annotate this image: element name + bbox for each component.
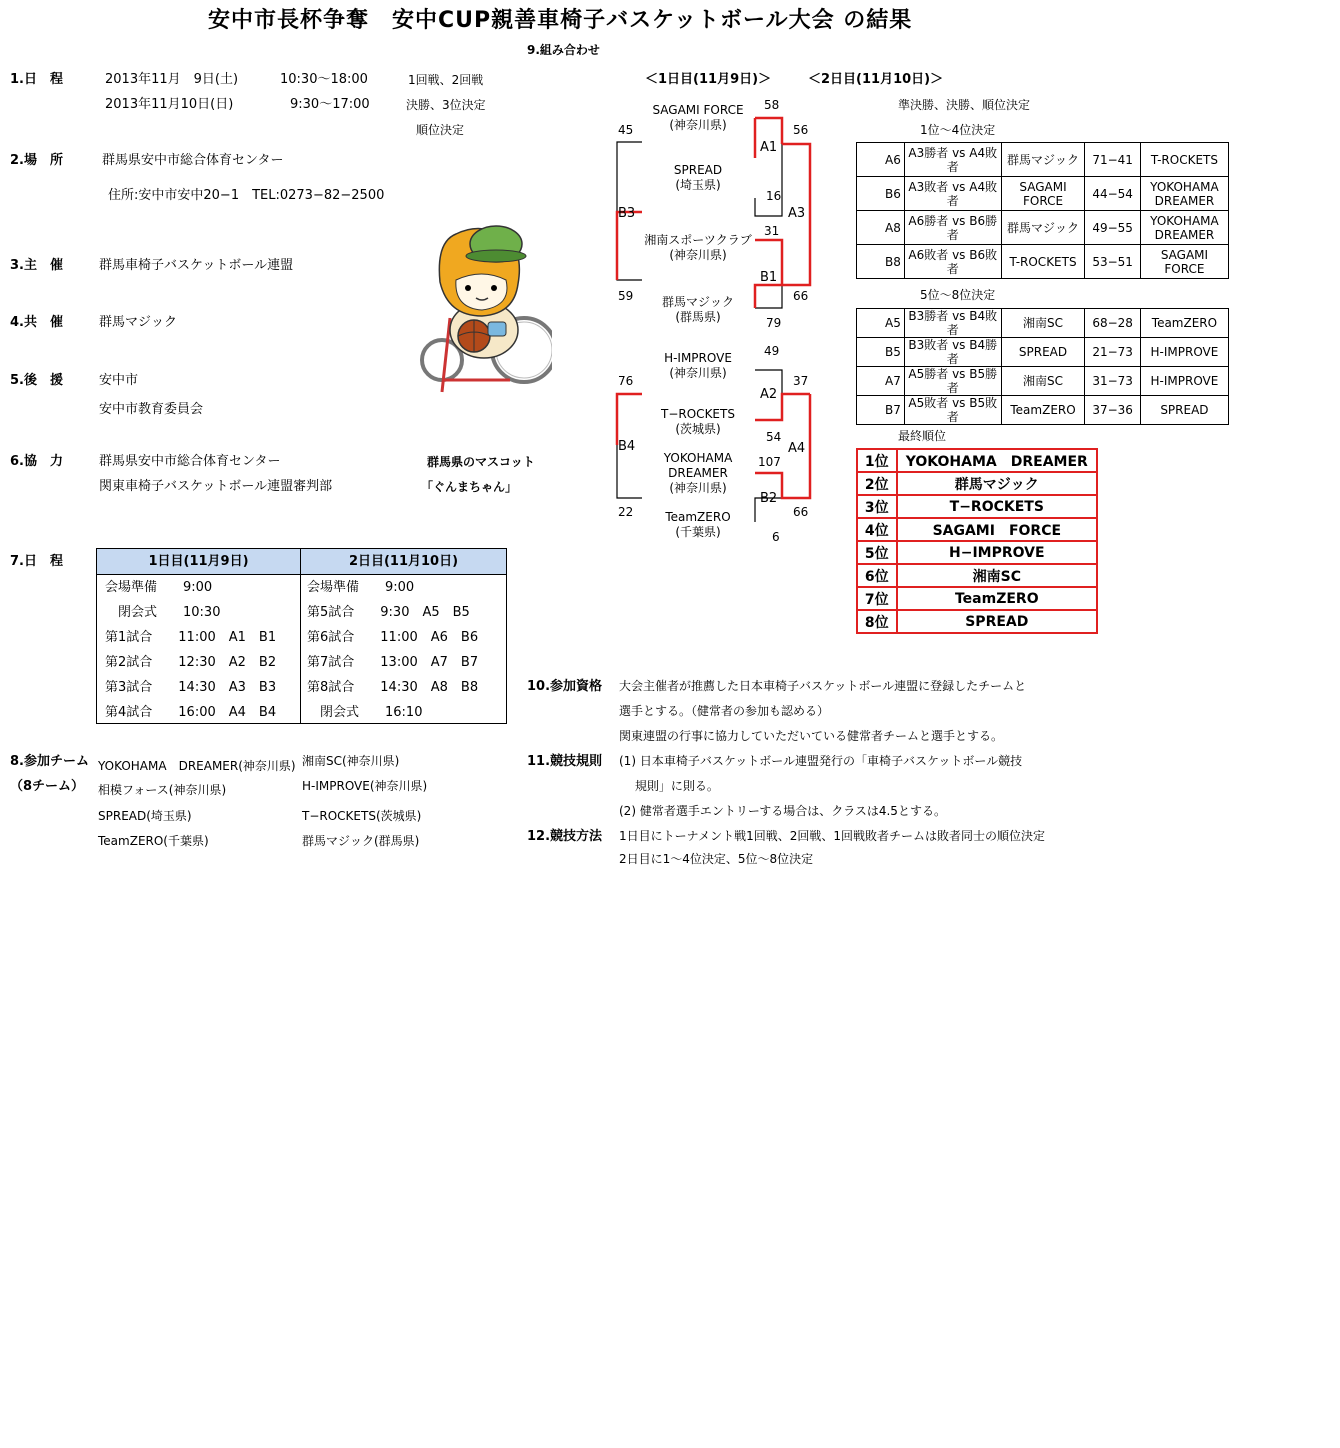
ranking-5-8-cell: 68−28 bbox=[1085, 309, 1140, 338]
bracket-score: 6 bbox=[772, 530, 780, 544]
bracket-team-name: H-IMPROVE (神奈川県) bbox=[664, 351, 732, 380]
koen-label: 5.後 援 bbox=[10, 373, 63, 388]
hoho-line: 1日目にトーナメント戦1回戦、2回戦、1回戦敗者チームは敗者同士の順位決定 bbox=[619, 829, 1046, 843]
koen-value-1: 安中市 bbox=[99, 373, 139, 388]
team-entry: SPREAD(埼玉県) bbox=[98, 809, 192, 823]
bracket-score: 45 bbox=[618, 123, 634, 137]
kyosai-label: 4.共 催 bbox=[10, 315, 63, 330]
team-entry: 相模フォース(神奈川県) bbox=[98, 783, 227, 797]
game-label: B1 bbox=[760, 270, 778, 285]
final-rank-position: 5位 bbox=[857, 541, 897, 564]
final-rank-position: 7位 bbox=[857, 587, 897, 610]
bracket-score: 76 bbox=[618, 374, 634, 388]
ranking-5-8-cell: B7 bbox=[857, 396, 905, 425]
bracket-score: 22 bbox=[618, 505, 634, 519]
game-label: A1 bbox=[760, 140, 778, 155]
ranking-1-4-cell: A6勝者 vs B6勝者 bbox=[904, 211, 1001, 245]
bracket-team-name: YOKOHAMA DREAMER (神奈川県) bbox=[663, 451, 733, 495]
kyoryoku-value-2: 関東車椅子バスケットボール連盟審判部 bbox=[99, 479, 333, 494]
bracket-day1-header: ＜1日目(11月9日)＞ bbox=[645, 72, 772, 87]
schedule-day2-row: 第7試合 13:00 A7 B7 bbox=[307, 655, 479, 670]
schedule-label: 7.日 程 bbox=[10, 554, 63, 569]
kyoryoku-value-1: 群馬県安中市総合体育センター bbox=[99, 454, 281, 469]
bracket-score: 16 bbox=[766, 189, 782, 203]
bracket-team bbox=[650, 163, 746, 193]
bracket-team bbox=[650, 451, 746, 496]
ranking-5-8-cell: TeamZERO bbox=[1140, 309, 1228, 338]
kisoku-line: 規則」に則る。 bbox=[619, 779, 719, 793]
shikaku-line: 選手とする。（健常者の参加も認める） bbox=[619, 704, 830, 718]
final-ranking-label: 最終順位 bbox=[898, 429, 947, 443]
ranking-5-8-table bbox=[856, 308, 1229, 425]
ranking-1-4-row bbox=[857, 211, 1229, 245]
address: 住所:安中市安中20−1 TEL:0273−82−2500 bbox=[108, 188, 385, 203]
final-ranking-row bbox=[857, 472, 1097, 495]
ranking-1-4-cell: 44−54 bbox=[1085, 177, 1140, 211]
ranking-5-8-cell: A7 bbox=[857, 367, 905, 396]
ranking-5-8-cell: 21−73 bbox=[1085, 338, 1140, 367]
team-entry: 湘南SC(神奈川県) bbox=[302, 754, 400, 768]
hoho-label: 12.競技方法 bbox=[527, 829, 603, 844]
ranking-5-8-cell: SPREAD bbox=[1140, 396, 1228, 425]
ranking-1-4-cell: B6 bbox=[857, 177, 905, 211]
final-ranking-row bbox=[857, 610, 1097, 633]
team-entry: TeamZERO(千葉県) bbox=[98, 834, 209, 848]
ranking-1-4-cell: 53−51 bbox=[1085, 245, 1140, 279]
team-entry: H-IMPROVE(神奈川県) bbox=[302, 779, 428, 793]
ranking-5-8-row bbox=[857, 338, 1229, 367]
schedule-day2-row: 第6試合 11:00 A6 B6 bbox=[307, 630, 479, 645]
ranking-1-4-row bbox=[857, 177, 1229, 211]
bracket-score: 49 bbox=[764, 344, 780, 358]
bracket-score: 37 bbox=[793, 374, 809, 388]
bracket-score: 54 bbox=[766, 430, 782, 444]
bracket-score: 79 bbox=[766, 316, 782, 330]
bracket-score: 66 bbox=[793, 505, 809, 519]
bracket-score: 31 bbox=[764, 224, 780, 238]
nittei-note-3: 順位決定 bbox=[416, 123, 465, 137]
final-rank-team: 湘南SC bbox=[897, 564, 1097, 587]
bracket-team bbox=[650, 510, 746, 540]
schedule-day2-header: 2日目(11月10日) bbox=[301, 549, 506, 575]
final-ranking-row bbox=[857, 495, 1097, 518]
final-ranking-table bbox=[856, 448, 1098, 634]
hoho-line: 2日目に1〜4位決定、5位〜8位決定 bbox=[619, 852, 814, 866]
mascot-label: 群馬県のマスコット bbox=[427, 455, 535, 469]
game-label: B3 bbox=[618, 206, 636, 221]
ranking-5-8-cell: 31−73 bbox=[1085, 367, 1140, 396]
final-rank-position: 4位 bbox=[857, 518, 897, 541]
team-entry: T−ROCKETS(茨城県) bbox=[302, 809, 422, 823]
shusai-value: 群馬車椅子バスケットボール連盟 bbox=[99, 258, 294, 273]
ranking-5-8-cell: H-IMPROVE bbox=[1140, 367, 1228, 396]
bracket-team bbox=[638, 233, 758, 263]
game-label: B4 bbox=[618, 439, 636, 454]
ranking-1-4-cell: A6敗者 vs B6敗者 bbox=[904, 245, 1001, 279]
final-rank-position: 3位 bbox=[857, 495, 897, 518]
final-rank-position: 6位 bbox=[857, 564, 897, 587]
game-label: A4 bbox=[788, 441, 806, 456]
final-rank-team: 群馬マジック bbox=[897, 472, 1097, 495]
ranking-1-4-cell: 71−41 bbox=[1085, 143, 1140, 177]
mascot-name: ｢ぐんまちゃん｣ bbox=[427, 480, 512, 494]
ranking-1-4-cell: A3勝者 vs A4敗者 bbox=[904, 143, 1001, 177]
final-rank-team: T−ROCKETS bbox=[897, 495, 1097, 518]
ranking-1-4-cell: 群馬マジック bbox=[1001, 211, 1085, 245]
venue: 群馬県安中市総合体育センター bbox=[102, 153, 284, 168]
ranking-5-8-cell: A5勝者 vs B5勝者 bbox=[904, 367, 1001, 396]
ranking-5-8-cell: B3敗者 vs B4勝者 bbox=[904, 338, 1001, 367]
nittei-note-2: 決勝、3位決定 bbox=[406, 98, 486, 112]
schedule-day1-row: 第4試合 16:00 A4 B4 bbox=[105, 705, 277, 720]
ranking-5-8-cell: TeamZERO bbox=[1001, 396, 1085, 425]
schedule-day1-row: 閉会式 10:30 bbox=[105, 605, 221, 620]
bracket-team bbox=[650, 103, 746, 133]
ranking-5-8-cell: A5 bbox=[857, 309, 905, 338]
page-title: 安中市長杯争奪 安中CUP親善車椅子バスケットボール大会 の結果 bbox=[208, 8, 913, 33]
game-label: B2 bbox=[760, 491, 778, 506]
schedule-day2-row: 会場準備 9:00 bbox=[307, 580, 415, 595]
bracket-team-name: 湘南スポーツクラブ (神奈川県) bbox=[644, 233, 752, 262]
team-entry: 群馬マジック(群馬県) bbox=[302, 834, 420, 848]
final-ranking-row bbox=[857, 518, 1097, 541]
bracket-score: 58 bbox=[764, 98, 780, 112]
bracket-team-name: SPREAD (埼玉県) bbox=[673, 163, 723, 192]
schedule-divider bbox=[300, 549, 301, 723]
shikaku-label: 10.参加資格 bbox=[527, 679, 603, 694]
schedule-day1-row: 第3試合 14:30 A3 B3 bbox=[105, 680, 277, 695]
shikaku-line: 大会主催者が推薦した日本車椅子バスケットボール連盟に登録したチームと bbox=[619, 679, 1027, 693]
final-ranking-row bbox=[857, 587, 1097, 610]
bracket-day2-note: 準決勝、決勝、順位決定 bbox=[898, 98, 1031, 112]
ranking-5-8-row bbox=[857, 309, 1229, 338]
ranking-5-8-row bbox=[857, 396, 1229, 425]
schedule-day1-header: 1日目(11月9日) bbox=[97, 549, 300, 575]
mascot-illustration bbox=[420, 222, 552, 397]
final-rank-team: TeamZERO bbox=[897, 587, 1097, 610]
final-ranking-row bbox=[857, 449, 1097, 472]
bracket-team bbox=[650, 295, 746, 325]
schedule-day2-row: 閉会式 16:10 bbox=[307, 705, 423, 720]
teams-sublabel: （8チーム） bbox=[10, 779, 85, 794]
bracket-score: 56 bbox=[793, 123, 809, 137]
koen-value-2: 安中市教育委員会 bbox=[99, 402, 204, 417]
teams-label: 8.参加チーム bbox=[10, 754, 89, 769]
kumiawase-label: 9.組み合わせ bbox=[527, 43, 600, 57]
bracket-score: 59 bbox=[618, 289, 634, 303]
basho-label: 2.場 所 bbox=[10, 153, 63, 168]
ranking-5-8-label: 5位〜8位決定 bbox=[920, 288, 996, 302]
team-entry: YOKOHAMA DREAMER(神奈川県) bbox=[98, 759, 296, 773]
final-rank-position: 8位 bbox=[857, 610, 897, 633]
schedule-day1-row: 第2試合 12:30 A2 B2 bbox=[105, 655, 277, 670]
ranking-5-8-cell: A5敗者 vs B5敗者 bbox=[904, 396, 1001, 425]
kisoku-line: (2) 健常者選手エントリーする場合は、クラスは4.5とする。 bbox=[619, 804, 946, 818]
ranking-1-4-row bbox=[857, 245, 1229, 279]
ranking-1-4-cell: A6 bbox=[857, 143, 905, 177]
ranking-5-8-cell: 湘南SC bbox=[1001, 309, 1085, 338]
bracket-team-name: SAGAMI FORCE (神奈川県) bbox=[652, 103, 744, 132]
ranking-1-4-cell: SAGAMI FORCE bbox=[1140, 245, 1228, 279]
schedule-table bbox=[96, 548, 507, 724]
ranking-5-8-cell: B3勝者 vs B4敗者 bbox=[904, 309, 1001, 338]
ranking-1-4-table bbox=[856, 142, 1229, 279]
bracket-team bbox=[650, 407, 746, 437]
bracket-team-name: 群馬マジック (群馬県) bbox=[661, 295, 734, 324]
shusai-label: 3.主 催 bbox=[10, 258, 63, 273]
bracket-team bbox=[650, 351, 746, 381]
kyosai-value: 群馬マジック bbox=[99, 315, 178, 330]
final-rank-team: SAGAMI FORCE bbox=[897, 518, 1097, 541]
ranking-5-8-cell: SPREAD bbox=[1001, 338, 1085, 367]
ranking-1-4-cell: 群馬マジック bbox=[1001, 143, 1085, 177]
ranking-1-4-row bbox=[857, 143, 1229, 177]
ranking-1-4-cell: A3敗者 vs A4敗者 bbox=[904, 177, 1001, 211]
bracket-team-name: T−ROCKETS (茨城県) bbox=[661, 407, 735, 436]
ranking-1-4-cell: 49−55 bbox=[1085, 211, 1140, 245]
final-rank-position: 2位 bbox=[857, 472, 897, 495]
final-rank-team: SPREAD bbox=[897, 610, 1097, 633]
final-ranking-row bbox=[857, 541, 1097, 564]
nittei-time-2: 9:30〜17:00 bbox=[290, 97, 370, 112]
bracket-team-name: TeamZERO (千葉県) bbox=[665, 510, 731, 539]
nittei-note-1: 1回戦、2回戦 bbox=[408, 73, 484, 87]
ranking-5-8-row bbox=[857, 367, 1229, 396]
bracket-score: 66 bbox=[793, 289, 809, 303]
shikaku-line: 関東連盟の行事に協力していただいている健常者チームと選手とする。 bbox=[619, 729, 1004, 743]
kyoryoku-label: 6.協 力 bbox=[10, 454, 63, 469]
final-rank-team: H−IMPROVE bbox=[897, 541, 1097, 564]
nittei-date-1: 2013年11月 9日(土) bbox=[105, 72, 239, 87]
ranking-1-4-cell: B8 bbox=[857, 245, 905, 279]
ranking-1-4-cell: SAGAMI FORCE bbox=[1001, 177, 1085, 211]
final-rank-team: YOKOHAMA DREAMER bbox=[897, 449, 1097, 472]
schedule-day1-row: 会場準備 9:00 bbox=[105, 580, 213, 595]
bracket-day2-header: ＜2日目(11月10日)＞ bbox=[808, 72, 944, 87]
ranking-1-4-cell: T-ROCKETS bbox=[1140, 143, 1228, 177]
ranking-1-4-cell: YOKOHAMA DREAMER bbox=[1140, 177, 1228, 211]
kisoku-line: (1) 日本車椅子バスケットボール連盟発行の「車椅子バスケットボール競技 bbox=[619, 754, 1023, 768]
ranking-1-4-label: 1位〜4位決定 bbox=[920, 123, 996, 137]
ranking-5-8-cell: H-IMPROVE bbox=[1140, 338, 1228, 367]
schedule-day2-row: 第8試合 14:30 A8 B8 bbox=[307, 680, 479, 695]
ranking-5-8-cell: 湘南SC bbox=[1001, 367, 1085, 396]
game-label: A2 bbox=[760, 387, 778, 402]
final-ranking-row bbox=[857, 564, 1097, 587]
nittei-time-1: 10:30〜18:00 bbox=[280, 72, 368, 87]
nittei-date-2: 2013年11月10日(日) bbox=[105, 97, 234, 112]
schedule-day1-row: 第1試合 11:00 A1 B1 bbox=[105, 630, 277, 645]
ranking-1-4-cell: YOKOHAMA DREAMER bbox=[1140, 211, 1228, 245]
ranking-1-4-cell: A8 bbox=[857, 211, 905, 245]
schedule-day2-row: 第5試合 9:30 A5 B5 bbox=[307, 605, 470, 620]
ranking-5-8-cell: B5 bbox=[857, 338, 905, 367]
ranking-5-8-cell: 37−36 bbox=[1085, 396, 1140, 425]
final-rank-position: 1位 bbox=[857, 449, 897, 472]
nittei-label: 1.日 程 bbox=[10, 72, 63, 87]
kisoku-label: 11.競技規則 bbox=[527, 754, 603, 769]
ranking-1-4-cell: T-ROCKETS bbox=[1001, 245, 1085, 279]
bracket-score: 107 bbox=[758, 455, 781, 469]
game-label: A3 bbox=[788, 206, 806, 221]
